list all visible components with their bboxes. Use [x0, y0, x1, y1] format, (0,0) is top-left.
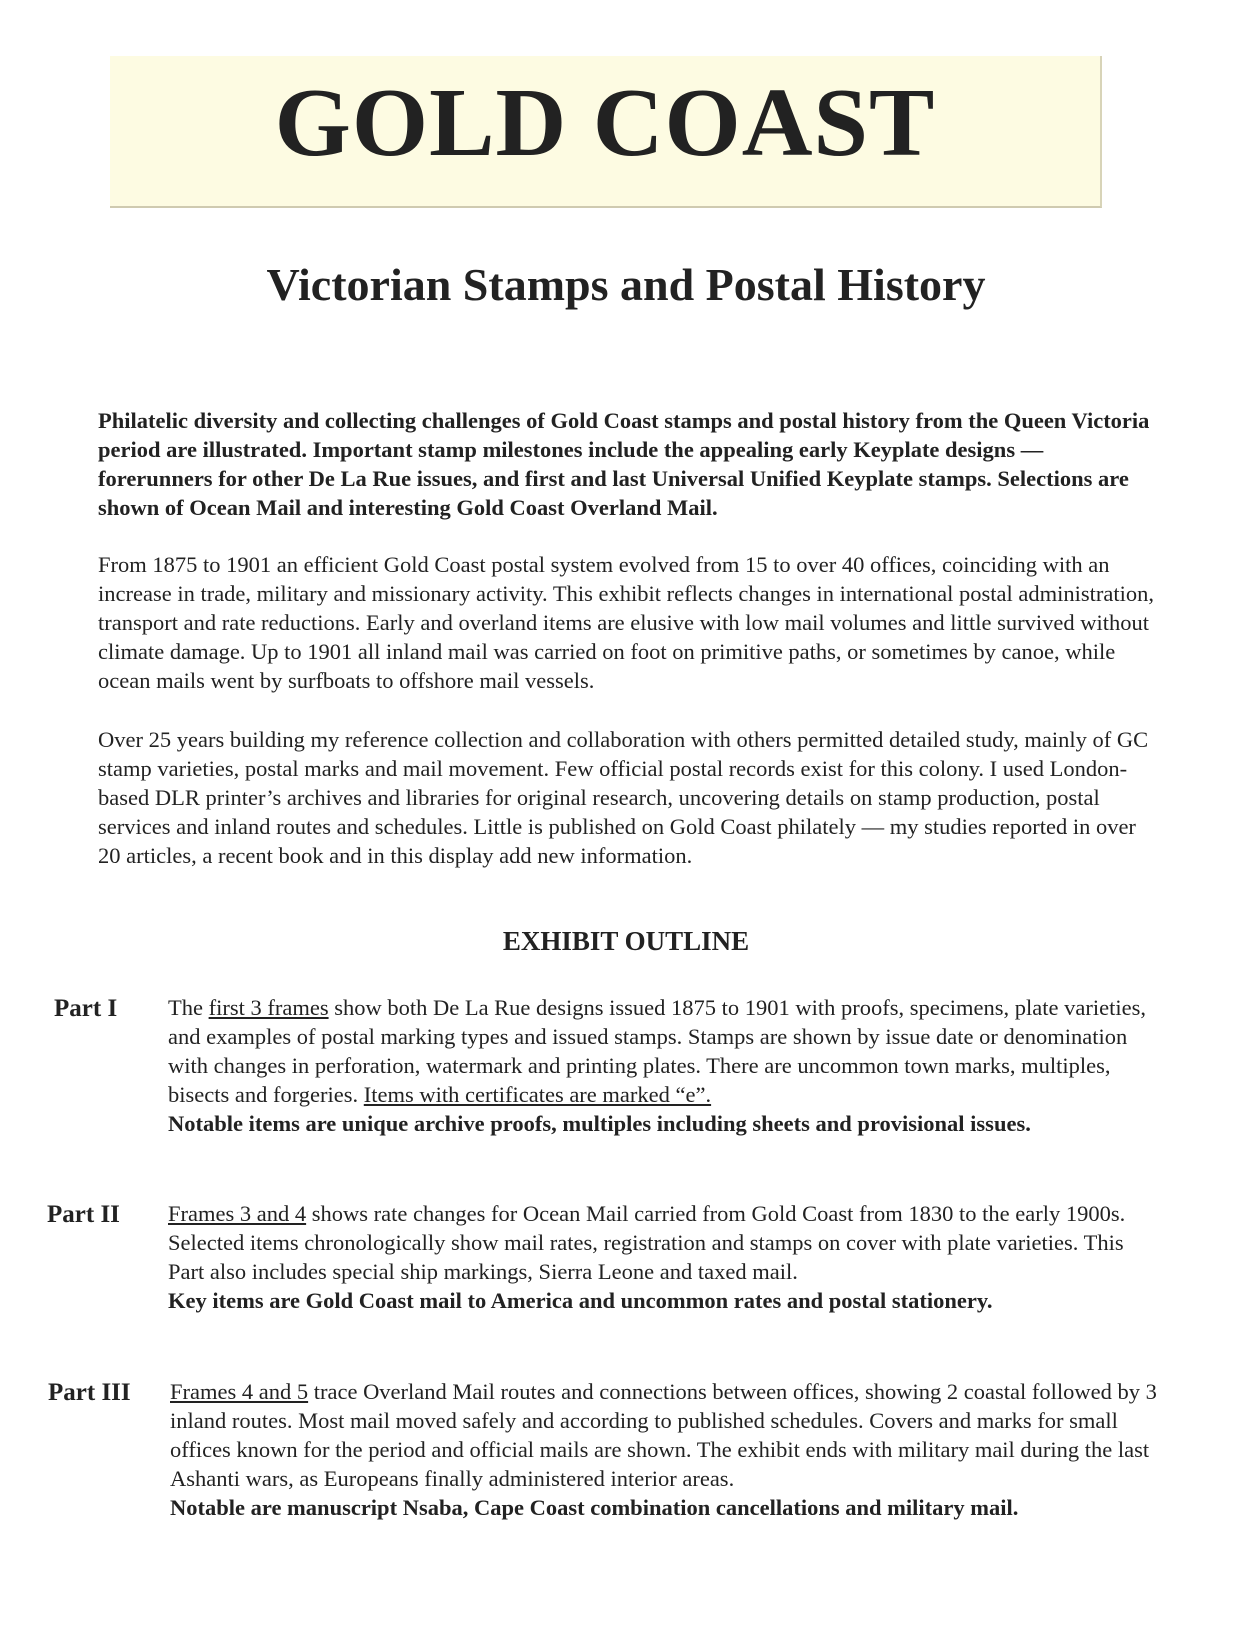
part-2-label: Part II: [47, 1201, 120, 1228]
part-1-text: [168, 993, 1158, 1138]
part-1-label: Part I: [54, 995, 118, 1022]
outline-heading: EXHIBIT OUTLINE: [502, 926, 750, 956]
page-title: GOLD COAST: [274, 69, 936, 177]
research-paragraph: Over 25 years building my reference collection and collaboration with others permitted detailed study, mainly of GC stamp varieties, postal marks and mail movement. Few official postal records exist for this colony. I used London-based DLR printer’s archives and libraries for original research, uncovering details on stamp production, postal services and inland routes and schedules. Little is published on Gold Coast philately — my studies reported in over 20 articles, a recent book and in this display add new information.: [98, 727, 1149, 868]
part-3-frames: Frames 4 and 5: [170, 1379, 309, 1404]
part-1-pre: The: [168, 995, 209, 1020]
page-subtitle: Victorian Stamps and Postal History: [266, 259, 986, 310]
part-1-body: show both De La Rue designs issued 1875 to 1901 with proofs, specimens, plate varieties, and examples of postal marking types and issued stamps. Stamps are shown by issue date or denomination with changes in perforation, watermark and printing plates. There are uncommon town marks, multiples, bisects and forgeries.: [168, 995, 1146, 1107]
part-1-note: Items with certificates are marked “e”.: [363, 1082, 712, 1107]
intro-paragraph: Philatelic diversity and collecting challenges of Gold Coast stamps and postal history from the Queen Victoria period are illustrated. Important stamp milestones include the appealing early Keyplate designs — forerunners for other De La Rue issues, and first and last Universal Unified Keyplate stamps. Selections are shown of Ocean Mail and interesting Gold Coast Overland Mail.: [98, 408, 1150, 520]
part-1-frames: first 3 frames: [208, 995, 329, 1020]
part-2-key: Key items are Gold Coast mail to America and uncommon rates and postal stationery.: [168, 1288, 993, 1313]
part-2-frames: Frames 3 and 4: [168, 1201, 307, 1226]
part-3-body: trace Overland Mail routes and connections between offices, showing 2 coastal followed by 3 inland routes. Most mail moved safely and according to published schedules. Covers and marks for small offices known for the period and official mails are shown. The exhibit ends with military mail during the last Ashanti wars, as Europeans finally administered interior areas.: [170, 1379, 1157, 1491]
part-2-body: shows rate changes for Ocean Mail carried from Gold Coast from 1830 to the early 1900s. Selected items chronologically show mail rates, registration and stamps on cover with plate varieties. This Part also includes special ship markings, Sierra Leone and taxed mail.: [168, 1201, 1126, 1284]
part-3-label: Part III: [48, 1379, 131, 1406]
title-banner: [110, 56, 1102, 208]
part-3-key: Notable are manuscript Nsaba, Cape Coast combination cancellations and military mail.: [170, 1495, 1019, 1520]
part-2-text: [168, 1199, 1158, 1315]
part-3-text: [170, 1377, 1160, 1522]
history-paragraph: From 1875 to 1901 an efficient Gold Coast postal system evolved from 15 to over 40 offices, coinciding with an increase in trade, military and missionary activity. This exhibit reflects changes in international postal administration, transport and rate reductions. Early and overland items are elusive with low mail volumes and little survived without climate damage. Up to 1901 all inland mail was carried on foot on primitive paths, or sometimes by canoe, while ocean mails went by surfboats to offshore mail vessels.: [98, 552, 1154, 693]
part-1-key: Notable items are unique archive proofs, multiples including sheets and provisional issues.: [168, 1111, 1031, 1136]
